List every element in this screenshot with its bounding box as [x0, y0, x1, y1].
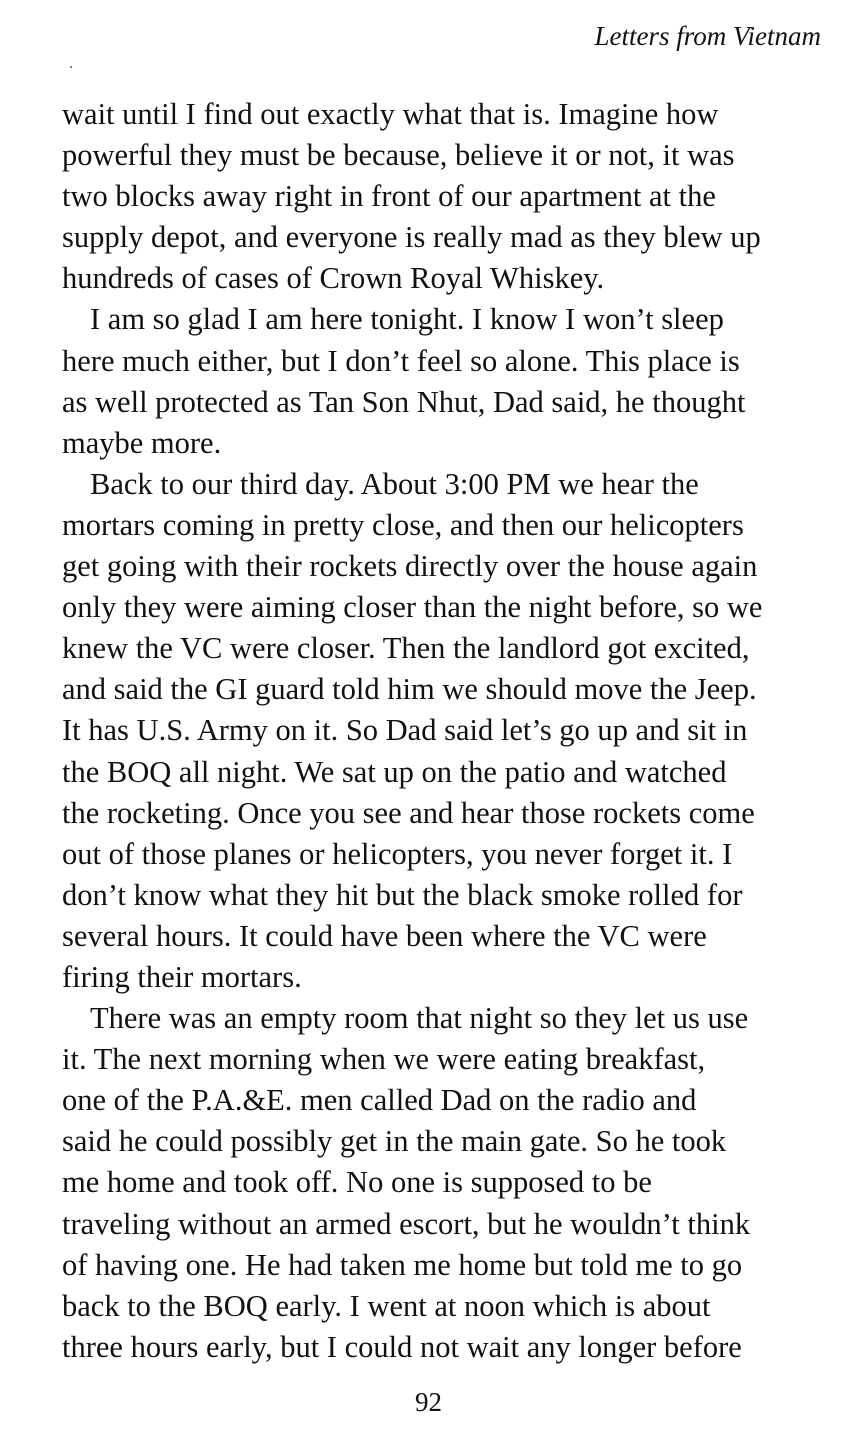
- paragraph-start-line: I am so glad I am here tonight. I know I won’t sleep: [90, 302, 724, 337]
- text-line: three hours early, but I could not wait any longer before: [62, 1329, 742, 1364]
- text-line: the rocketing. Once you see and hear those rockets come: [62, 795, 755, 830]
- text-line: wait until I find out exactly what that is. Imagine how: [62, 97, 719, 131]
- text-line: knew the VC were closer. Then the landlord got excited,: [62, 631, 750, 666]
- body-text: [62, 94, 822, 1368]
- text-line: hundreds of cases of Crown Royal Whiskey.: [62, 261, 605, 296]
- text-line: here much either, but I don’t feel so alone. This place is: [62, 343, 740, 378]
- text-line: mortars coming in pretty close, and then our helicopters: [62, 507, 744, 542]
- text-line: only they were aiming closer than the night before, so we: [62, 590, 763, 625]
- text-line: It has U.S. Army on it. So Dad said let’s go up and sit in: [62, 713, 748, 748]
- text-line: back to the BOQ early. I went at noon which is about: [62, 1288, 711, 1323]
- text-line: it. The next morning when we were eating breakfast,: [62, 1042, 706, 1077]
- text-line: maybe more.: [62, 425, 222, 460]
- text-line: several hours. It could have been where the VC were: [62, 918, 707, 953]
- text-line: get going with their rockets directly over the house again: [62, 549, 758, 584]
- running-header: Letters from Vietnam: [594, 21, 821, 51]
- scan-speck: [70, 66, 72, 68]
- text-line: supply depot, and everyone is really mad as they blew up: [62, 220, 761, 255]
- text-line: me home and took off. No one is supposed to be: [62, 1165, 652, 1200]
- text-line: said he could possibly get in the main gate. So he took: [62, 1124, 727, 1159]
- text-line: traveling without an armed escort, but he wouldn’t think: [62, 1206, 751, 1241]
- text-line: as well protected as Tan Son Nhut, Dad said, he thought: [62, 384, 746, 419]
- paragraph-start-line: Back to our third day. About 3:00 PM we hear the: [90, 466, 699, 501]
- text-line: and said the GI guard told him we should move the Jeep.: [62, 672, 757, 707]
- text-line: the BOQ all night. We sat up on the patio and watched: [62, 754, 727, 789]
- text-line: one of the P.A.&E. men called Dad on the radio and: [62, 1083, 697, 1118]
- text-line: powerful they must be because, believe it or not, it was: [62, 138, 735, 173]
- paragraph-start-line: There was an empty room that night so they let us use: [90, 1001, 749, 1036]
- text-line: don’t know what they hit but the black smoke rolled for: [62, 877, 743, 912]
- text-line: two blocks away right in front of our apartment at the: [62, 179, 716, 214]
- text-line: out of those planes or helicopters, you never forget it. I: [62, 836, 733, 871]
- text-line: firing their mortars.: [62, 959, 302, 994]
- page-number: 92: [415, 1387, 442, 1417]
- text-line: of having one. He had taken me home but told me to go: [62, 1247, 743, 1282]
